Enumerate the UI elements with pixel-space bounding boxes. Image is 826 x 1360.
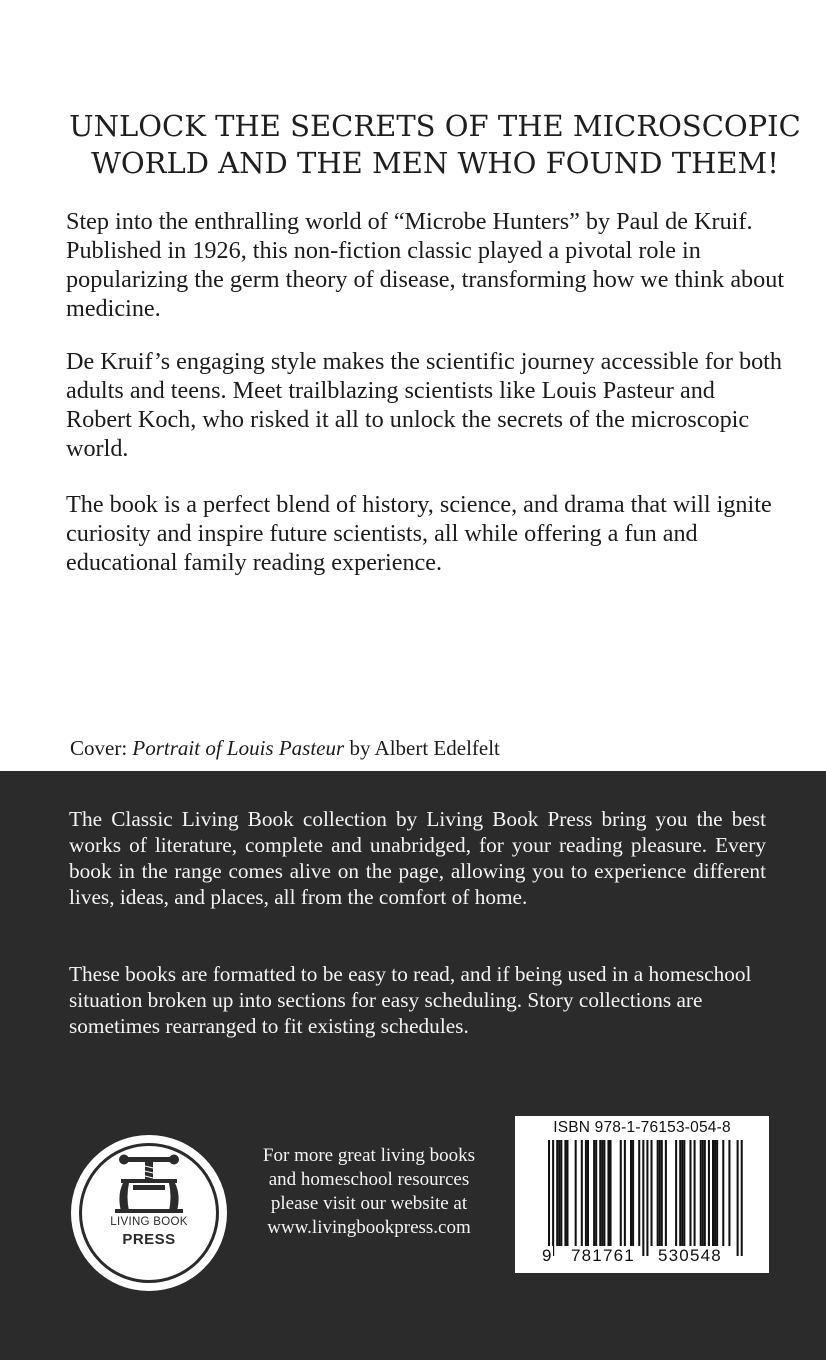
barcode-bar (560, 1140, 562, 1246)
cover-credit-suffix: by Albert Edelfelt (344, 736, 500, 760)
barcode-bar (728, 1140, 730, 1246)
website-url: www.livingbookpress.com (267, 1217, 471, 1238)
barcode-bar (661, 1140, 663, 1246)
blurb-paragraph-1: Step into the enthralling world of “Microbe Hunters” by Paul de Kruif. Published in 1926, this non-fiction classic played a pivotal role in popularizing the germ theory of disease, transforming how we think about medicine. (66, 208, 785, 322)
barcode-guard-bar (646, 1140, 648, 1256)
barcode-bar (632, 1140, 634, 1246)
barcode-bar (603, 1140, 605, 1246)
barcode-bar (593, 1140, 595, 1246)
barcode-bar (564, 1140, 566, 1246)
barcode-bar (702, 1140, 704, 1246)
isbn-barcode (515, 1116, 769, 1273)
website-note-line-2: and homeschool resources (268, 1169, 470, 1190)
barcode-bar (651, 1140, 653, 1246)
barcode-bar (587, 1140, 589, 1246)
barcode-digit-first: 9 (542, 1246, 553, 1265)
barcode-bar (558, 1140, 560, 1246)
cover-credit-prefix: Cover: (70, 736, 133, 760)
barcode-digits-right: 530548 (658, 1246, 722, 1265)
barcode-bar (659, 1140, 661, 1246)
headline (40, 108, 826, 182)
barcode-digits-left: 781761 (571, 1246, 635, 1265)
book-press-icon (71, 1135, 227, 1291)
barcode-bar (714, 1140, 716, 1246)
website-note-line-3: please visit our website at (270, 1193, 468, 1214)
barcode-bar (620, 1140, 622, 1246)
cover-credit (70, 735, 500, 761)
living-book-press-logo (71, 1135, 227, 1291)
logo-text-press: PRESS (122, 1231, 176, 1248)
blurb-paragraph-3: The book is a perfect blend of history, science, and drama that will ignite curiosity and inspire future scientists, all while offering a fun and educational family reading experience. (66, 491, 772, 576)
barcode-bar (689, 1140, 691, 1246)
barcode-bar (556, 1140, 558, 1246)
barcode-guard-bar (642, 1140, 644, 1256)
barcode-bar (581, 1140, 583, 1246)
website-note (244, 1144, 494, 1240)
barcode-guard-bar (548, 1140, 550, 1256)
barcode-guard-bar (552, 1140, 554, 1256)
barcode-bar (630, 1140, 632, 1246)
barcode-bar (704, 1140, 706, 1246)
barcode-guard-bar (737, 1140, 739, 1256)
barcode-bar (607, 1140, 609, 1246)
barcode-bar (657, 1140, 659, 1246)
barcode-bar (712, 1140, 714, 1246)
blurb-paragraph-2: De Kruif’s engaging style makes the scientific journey accessible for both adults and teens. Meet trailblazing scientists like Louis Pasteur and Robert Koch, who risked it all to unlock the secrets of the microscopic world. (66, 348, 782, 462)
barcode-guard-bar (741, 1140, 743, 1256)
barcode-bar (665, 1140, 667, 1246)
headline-line-1: UNLOCK THE SECRETS OF THE MICROSCOPIC (69, 109, 801, 143)
website-note-line-1: For more great living books (262, 1145, 476, 1166)
logo-text-living-book: LIVING BOOK (110, 1216, 188, 1228)
barcode-bar (700, 1140, 702, 1246)
cover-credit-title: Portrait of Louis Pasteur (132, 736, 345, 760)
barcode-bar (708, 1140, 710, 1246)
barcode-bar (599, 1140, 601, 1246)
about-paragraph-1: The Classic Living Book collection by Living Book Press bring you the best works of literature, complete and unabridged, for your reading pleasure. Every book in the range comes alive on the page, allowing you to experience different lives, ideas, and places, all from the comfort of home. (69, 807, 766, 909)
barcode-bars (515, 1116, 769, 1273)
isbn-label: ISBN 978-1-76153-054-8 (553, 1119, 731, 1136)
barcode-bar (722, 1140, 724, 1246)
barcode-bar (679, 1140, 681, 1246)
barcode-bar (638, 1140, 640, 1246)
barcode-bar (675, 1140, 677, 1246)
barcode-bar (716, 1140, 718, 1246)
barcode-bar (566, 1140, 568, 1246)
barcode-bar (694, 1140, 696, 1246)
publisher-panel (0, 771, 826, 1360)
barcode-bar (681, 1140, 683, 1246)
about-paragraph-2: These books are formatted to be easy to read, and if being used in a homeschool situation broken up into sections for easy scheduling. Story collections are sometimes rearranged to fit existing schedules. (69, 962, 752, 1038)
barcode-bar (595, 1140, 597, 1246)
barcode-bar (575, 1140, 577, 1246)
barcode-bar (683, 1140, 685, 1246)
headline-line-2: WORLD AND THE MEN WHO FOUND THEM! (91, 146, 779, 180)
barcode-bar (624, 1140, 626, 1246)
barcode-bar (610, 1140, 612, 1246)
barcode-bar (585, 1140, 587, 1246)
barcode-bar (601, 1140, 603, 1246)
